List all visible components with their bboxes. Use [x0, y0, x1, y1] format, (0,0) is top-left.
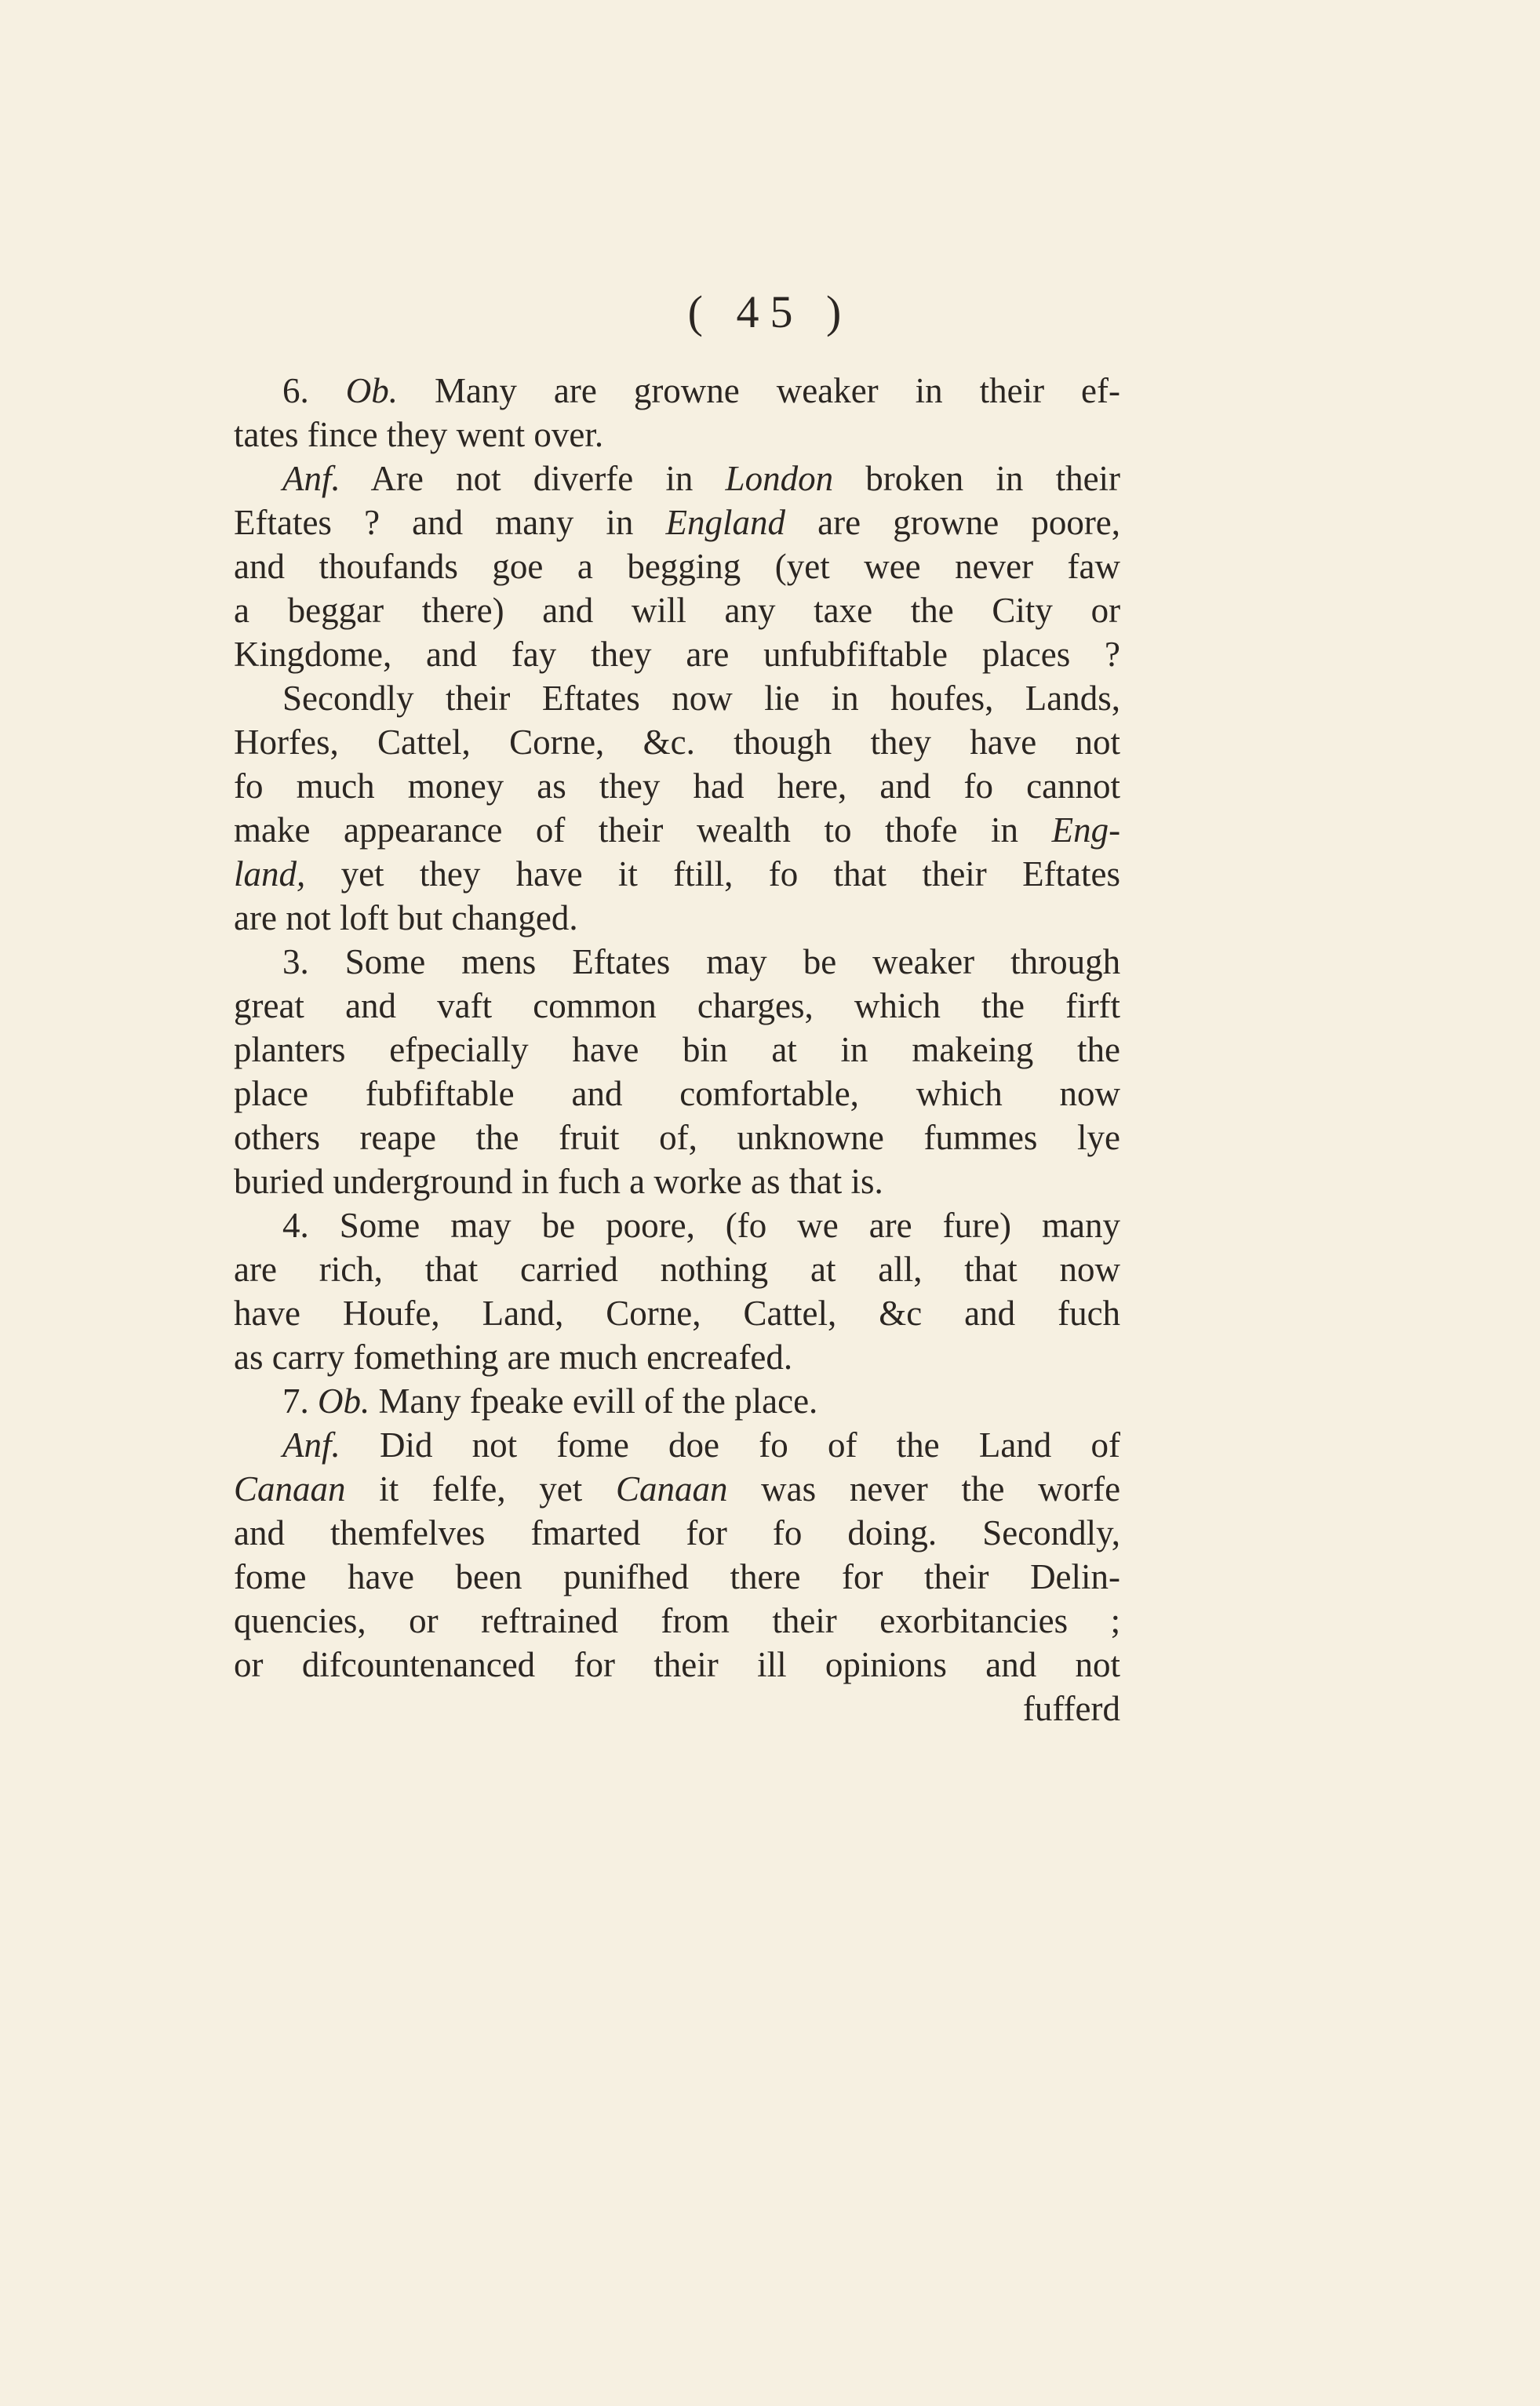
catchword: fufferd	[1022, 1689, 1120, 1728]
text-line: Secondly their Eftates now lie in houfes, Lands,	[282, 679, 1121, 718]
text-line: make appearance of their wealth to thofe in Eng-	[234, 810, 1121, 850]
text-line: 6. Ob. Many are growne weaker in their ef-	[282, 371, 1120, 410]
body-text	[234, 369, 1120, 1731]
text-line: or difcountenanced for their ill opinions and not	[234, 1645, 1121, 1684]
text-line: 4. Some may be poore, (fo we are fure) many	[282, 1206, 1120, 1245]
text-line: quencies, or reftrained from their exorbitancies ;	[234, 1601, 1121, 1640]
text-line: place fubfiftable and comfortable, which now	[234, 1074, 1121, 1113]
text-line: fome have been punifhed there for their Delin-	[234, 1557, 1121, 1596]
text-line: are rich, that carried nothing at all, that now	[234, 1250, 1121, 1289]
text-line: and thoufands goe a begging (yet wee never faw	[234, 547, 1120, 586]
text-line: and themfelves fmarted for fo doing. Secondly,	[234, 1513, 1120, 1552]
text-line: land, yet they have it ftill, fo that their Eftates	[234, 854, 1121, 894]
text-line: tates fince they went over.	[234, 415, 604, 454]
text-line: great and vaft common charges, which the firft	[234, 986, 1121, 1025]
text-line: 3. Some mens Eftates may be weaker through	[282, 942, 1121, 981]
text-line: others reape the fruit of, unknowne fummes lye	[234, 1118, 1120, 1157]
text-line: planters efpecially have bin at in makeing the	[234, 1030, 1120, 1069]
text-line: Eftates ? and many in England are growne poore,	[234, 503, 1121, 542]
text-line: buried underground in fuch a worke as that is.	[234, 1162, 883, 1201]
text-line: 7. Ob. Many fpeake evill of the place.	[282, 1381, 818, 1421]
text-line: Canaan it felfe, yet Canaan was never the worfe	[234, 1469, 1121, 1509]
text-line: fo much money as they had here, and fo cannot	[234, 766, 1121, 806]
text-line: a beggar there) and will any taxe the City or	[234, 591, 1121, 630]
text-line: Anf. Did not fome doe fo of the Land of	[282, 1425, 1120, 1465]
text-line: Horfes, Cattel, Corne, &c. though they have not	[234, 723, 1121, 762]
page-number: ( 45 )	[687, 286, 853, 337]
text-line: as carry fomething are much encreafed.	[234, 1338, 793, 1377]
text-line: Kingdome, and fay they are unfubfiftable places ?	[234, 635, 1121, 674]
text-line: are not loft but changed.	[234, 898, 578, 937]
text-line: have Houfe, Land, Corne, Cattel, &c and fuch	[234, 1294, 1121, 1333]
text-line: Anf. Are not diverfe in London broken in their	[282, 459, 1121, 498]
